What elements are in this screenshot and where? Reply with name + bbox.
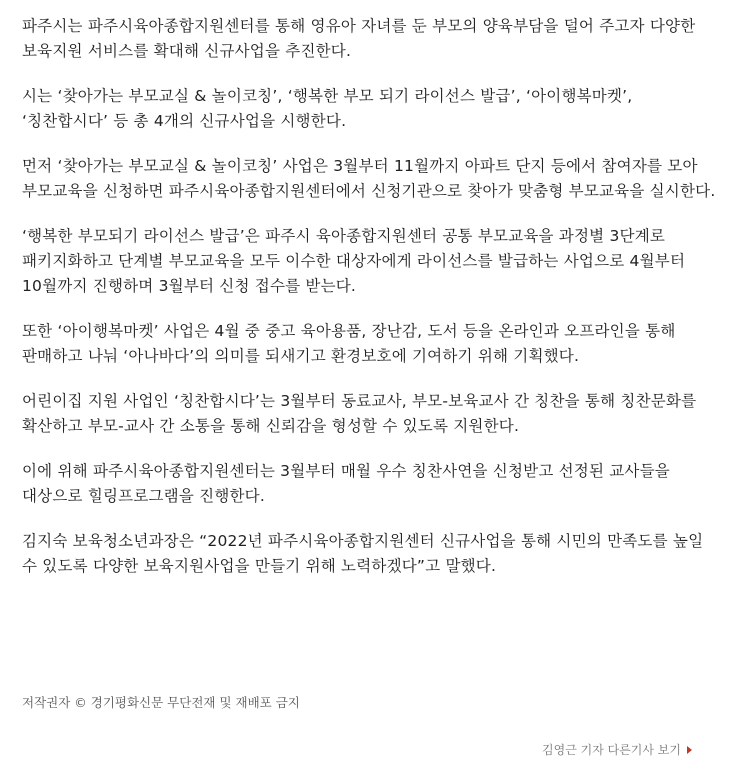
reporter-link-label: 김영근 기자 다른기사 보기 (542, 743, 681, 757)
article-paragraph: 시는 ‘찾아가는 부모교실 & 놀이코칭’, ‘행복한 부모 되기 라이선스 발급’, ‘아이행복마켓’, ‘칭찬합시다’ 등 총 4개의 신규사업을 시행한다. (22, 87, 633, 130)
article-paragraph: 먼저 ‘찾아가는 부모교실 & 놀이코칭’ 사업은 3월부터 11월까지 아파트 단지 등에서 참여자를 모아 부모교육을 신청하면 파주시육아종합지원센터에서 신청기관으로 찾아가 맞춤형 부모교육을 실시한다. (22, 157, 716, 200)
reporter-other-articles-link[interactable] (542, 742, 692, 758)
article-paragraph: 어린이집 지원 사업인 ‘칭찬합시다’는 3월부터 동료교사, 부모-보육교사 간 칭찬을 통해 칭찬문화를 확산하고 부모-교사 간 소통을 통해 신뢰감을 형성할 수 있도록 지원한다. (22, 392, 697, 435)
copyright-notice: 저작권자 © 경기평화신문 무단전재 및 재배포 금지 (22, 695, 300, 710)
article-paragraph: 김지숙 보육청소년과장은 “2022년 파주시육아종합지원센터 신규사업을 통해 시민의 만족도를 높일 수 있도록 다양한 보육지원사업을 만들기 위해 노력하겠다”고 말했다. (22, 532, 704, 575)
article-paragraph: 또한 ‘아이행복마켓’ 사업은 4월 중 중고 육아용품, 장난감, 도서 등을 온라인과 오프라인을 통해 판매하고 나눠 ‘아나바다’의 의미를 되새기고 환경보호에 기여하기 위해 기획했다. (22, 322, 676, 365)
article-paragraph: 파주시는 파주시육아종합지원센터를 통해 영유아 자녀를 둔 부모의 양육부담을 덜어 주고자 다양한 보육지원 서비스를 확대해 신규사업을 추진한다. (22, 17, 696, 60)
article-paragraph: ‘행복한 부모되기 라이선스 발급’은 파주시 육아종합지원센터 공통 부모교육을 과정별 3단계로 패키지화하고 단계별 부모교육을 모두 이수한 대상자에게 라이선스를 발급하는 사업으로 4월부터 10월까지 진행하며 3월부터 신청 접수를 받는다. (22, 227, 686, 295)
article-paragraph: 이에 위해 파주시육아종합지원센터는 3월부터 매월 우수 칭찬사연을 신청받고 선정된 교사들을 대상으로 힐링프로그램을 진행한다. (22, 462, 670, 505)
caret-right-icon (687, 746, 692, 754)
article-body (22, 14, 722, 599)
